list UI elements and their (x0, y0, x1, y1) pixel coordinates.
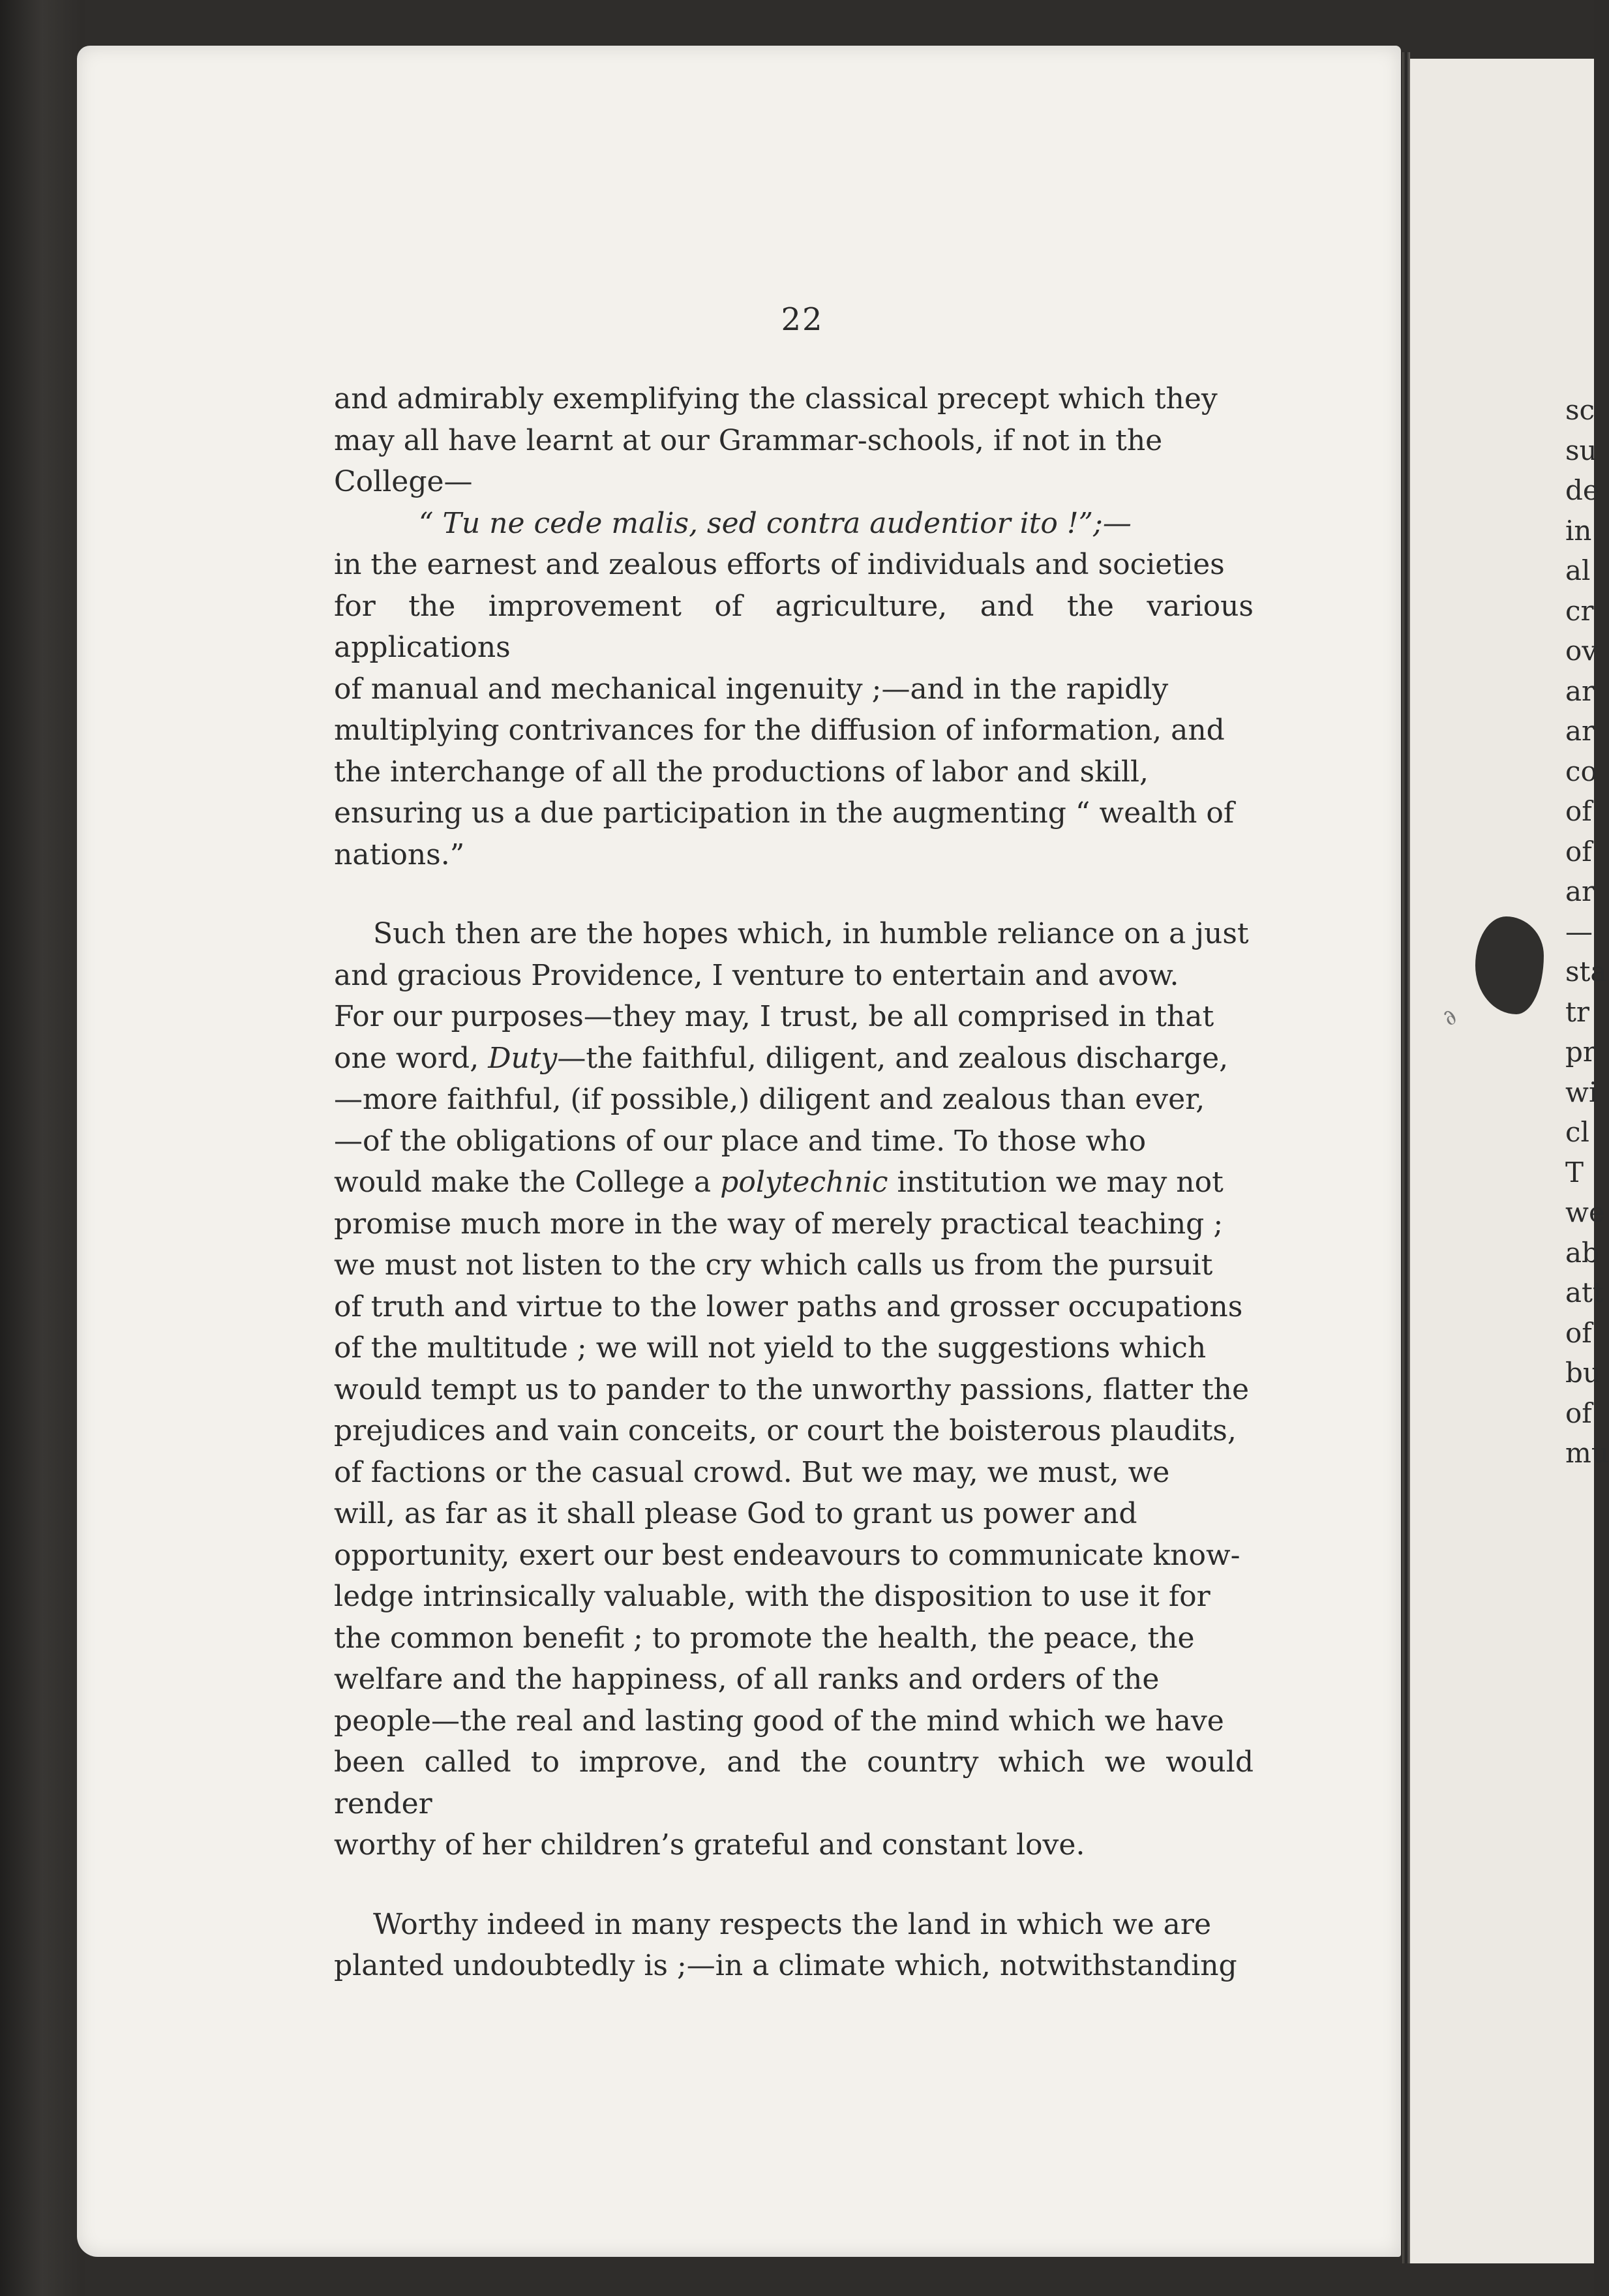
text-line: Such then are the hopes which, in humble reliance on a just (373, 917, 1249, 950)
text-line: in the earnest and zealous efforts of individuals and societies (334, 548, 1225, 581)
text-line: worthy of her children’s grateful and constant love. (334, 1828, 1085, 1862)
text-line (334, 1162, 1254, 1203)
right-page-fragment: of (1565, 1316, 1592, 1349)
right-page-fragment: tr (1565, 995, 1589, 1028)
text-line: people—the real and lasting good of the mind which we have (334, 1704, 1224, 1738)
text-line: the interchange of all the productions of labor and skill, (334, 755, 1149, 789)
right-page-fragment: ar (1565, 875, 1595, 907)
text-line: ledge intrinsically valuable, with the disposition to use it for (334, 1580, 1211, 1613)
right-page-fragment: de (1565, 474, 1599, 506)
right-page-fragment: cl (1565, 1116, 1589, 1148)
text-line: of the multitude ; we will not yield to the suggestions which (334, 1331, 1207, 1365)
text-line: For our purposes—they may, I trust, be all comprised in that (334, 1000, 1214, 1033)
right-page-fragment: ar (1565, 715, 1595, 747)
text-span: one word, (334, 1041, 489, 1075)
text-line: ensuring us a due participation in the augmenting “ wealth of (334, 796, 1235, 830)
paragraph-gap (334, 1866, 1254, 1904)
text-line: Worthy indeed in many respects the land in which we are (373, 1907, 1211, 1941)
text-line (334, 1038, 1254, 1080)
italic-word-polytechnic: polytechnic (720, 1166, 888, 1199)
right-page-fragment: ab (1565, 1236, 1599, 1269)
right-page-fragment: ar (1565, 674, 1595, 707)
text-line: the common benefit ; to promote the health, the peace, the (334, 1621, 1195, 1655)
right-page-fragment: co (1565, 755, 1597, 787)
text-line: for the improvement of agriculture, and the various applications (334, 589, 1254, 664)
text-span: —the faithful, diligent, and zealous discharge, (557, 1041, 1229, 1075)
right-page-fragment: we (1565, 1196, 1605, 1228)
text-line: would tempt us to pander to the unworthy passions, flatter the (334, 1372, 1250, 1406)
ink-mark-icon: ∂ (1437, 1004, 1463, 1031)
right-page-fragment: T (1565, 1156, 1584, 1188)
text-line: will, as far as it shall please God to grant us power and (334, 1497, 1137, 1530)
right-page-text-fragments (1565, 390, 1609, 1473)
text-line: of truth and virtue to the lower paths and grosser occupations (334, 1290, 1243, 1323)
text-line: planted undoubtedly is ;—in a climate which, notwithstanding (334, 1949, 1237, 1982)
latin-quote: “ Tu ne cede malis, sed contra audentior ito !”;— (419, 506, 1132, 540)
book-gutter (1402, 52, 1410, 2263)
right-page-fragment: of (1565, 1397, 1592, 1429)
right-page-fragment: su (1565, 434, 1597, 466)
text-line: of factions or the casual crowd. But we may, we must, we (334, 1455, 1170, 1489)
text-line: opportunity, exert our best endeavours to communicate know- (334, 1538, 1241, 1572)
right-page-fragment: pr (1565, 1036, 1596, 1068)
right-page-fragment: cr (1565, 594, 1594, 627)
body-text (334, 378, 1254, 1987)
right-page-fragment: bu (1565, 1357, 1601, 1389)
text-line: been called to improve, and the country which we would render (334, 1745, 1254, 1820)
right-page-fragment: sc (1565, 394, 1595, 426)
right-page-fragment: al (1565, 554, 1591, 586)
text-line: we must not listen to the cry which calls us from the pursuit (334, 1248, 1213, 1282)
text-line: promise much more in the way of merely practical teaching ; (334, 1207, 1224, 1241)
right-page-fragment: in (1565, 514, 1592, 547)
text-line: nations.” (334, 838, 465, 871)
text-line: —more faithful, (if possible,) diligent and zealous than ever, (334, 1083, 1205, 1116)
text-line: multiplying contrivances for the diffusion of information, and (334, 714, 1225, 747)
page-number: 22 (781, 301, 824, 338)
text-line: welfare and the happiness, of all ranks and orders of the (334, 1663, 1160, 1696)
text-line: prejudices and vain conceits, or court the boisterous plaudits, (334, 1414, 1237, 1447)
text-line: of manual and mechanical ingenuity ;—and in the rapidly (334, 672, 1169, 706)
right-page-fragment: mu (1565, 1437, 1609, 1469)
text-line: and admirably exemplifying the classical precept which they (334, 382, 1218, 415)
left-scan-edge (0, 0, 85, 2296)
text-line: College— (334, 465, 473, 498)
right-page-fragment: — (1565, 915, 1593, 948)
text-span: would make the College a (334, 1166, 721, 1199)
right-page-fragment: att (1565, 1276, 1604, 1308)
right-page-fragment: sta (1565, 956, 1607, 988)
italic-word-duty: Duty (488, 1041, 558, 1075)
text-line: may all have learnt at our Grammar-schools, if not in the (334, 423, 1163, 457)
right-page-fragment: wi (1565, 1076, 1598, 1108)
right-page-fragment: of (1565, 835, 1592, 868)
text-line: —of the obligations of our place and time. To those who (334, 1124, 1147, 1158)
paragraph-gap (334, 875, 1254, 913)
text-line: and gracious Providence, I venture to entertain and avow. (334, 958, 1179, 992)
text-span: institution we may not (888, 1166, 1224, 1199)
right-page-fragment: of (1565, 795, 1592, 827)
right-page-fragment: ov (1565, 635, 1598, 667)
